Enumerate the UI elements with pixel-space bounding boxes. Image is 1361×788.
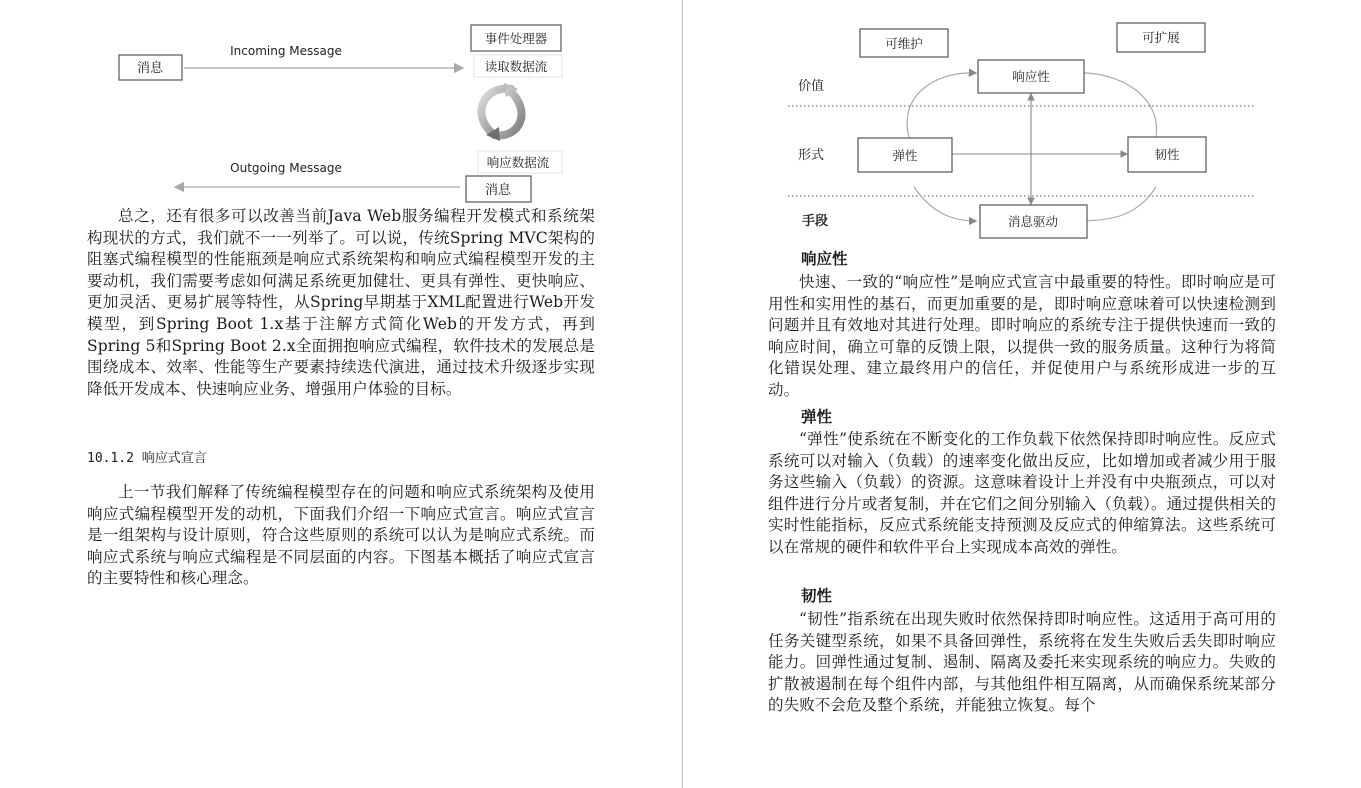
extensible-label: 可扩展 bbox=[1142, 30, 1180, 45]
event-handler-label: 事件处理器 bbox=[484, 31, 548, 46]
response-stream-label: 响应数据流 bbox=[486, 155, 550, 170]
form-row-label: 形式 bbox=[798, 148, 825, 163]
page-divider bbox=[682, 0, 683, 788]
responsive-title: 响应性 bbox=[801, 250, 848, 268]
incoming-message-label: Incoming Message bbox=[230, 44, 342, 58]
elastic-paragraph: “弹性”使系统在不断变化的工作负载下依然保持即时响应性。反应式系统可以对输入（负载）的速率变化做出反应，比如增加或者减少用于服务这些输入（负载）的资源。这意味着设计上并没有中央瓶颈点，可以对组件进行分片或者复制，并在它们之间分别输入（负载）。通过提供相关的实时性能指标，反应式系统能支持预测及反应式的伸缩算法。这些系统可以在常规的硬件和软件平台上实现成本高效的弹性。 bbox=[768, 430, 1276, 556]
intro-paragraph: 上一节我们解释了传统编程模型存在的问题和响应式系统架构及使用响应式编程模型开发的动机，下面我们介绍一下响应式宣言。响应式宣言是一组架构与设计原则，符合这些原则的系统可以认为是响应式系统。而响应式系统与响应式编程是不同层面的内容。下图基本概括了响应式宣言的主要特性和核心理念。 bbox=[87, 483, 595, 588]
message-driven-label: 消息驱动 bbox=[1007, 214, 1059, 229]
curve-resilient-to-message bbox=[1078, 187, 1156, 221]
curve-elastic-to-responsive bbox=[907, 73, 976, 141]
right-page bbox=[684, 0, 1361, 788]
section-heading: 10.1.2 响应式宣言 bbox=[87, 451, 207, 466]
reactive-manifesto-diagram bbox=[784, 15, 1274, 247]
elastic-title: 弹性 bbox=[801, 408, 833, 426]
value-row-label: 价值 bbox=[798, 79, 825, 94]
resilient-title: 韧性 bbox=[801, 587, 833, 605]
message-flow-diagram bbox=[100, 15, 580, 210]
curve-resilient-to-responsive bbox=[1076, 73, 1157, 137]
maintainable-label: 可维护 bbox=[885, 36, 923, 51]
responsive-label: 响应性 bbox=[1012, 69, 1050, 84]
resilient-label: 韧性 bbox=[1154, 147, 1180, 162]
cycle-icon bbox=[481, 83, 521, 141]
curve-elastic-to-message bbox=[914, 187, 976, 221]
summary-paragraph: 总之，还有很多可以改善当前Java Web服务编程开发模式和系统架构现状的方式，我们就不一一列举了。可以说，传统Spring MVC架构的阻塞式编程模型的性能瓶颈是响应式系统架构和响应式编程模型开发的主要动机，我们需要考虑如何满足系统更加健壮、更具有弹性、更快响应、更加灵活、更易扩展等特性，从Spring早期基于XML配置进行Web开发模型，到Spring Boot 1.x基于注解方式简化Web的开发方式，再到Spring 5和Spring Boot 2.x全面拥抱响应式编程，软件技术的发展总是围绕成本、效率、性能等生产要素持续迭代演进，通过技术升级逐步实现降低开发成本、快速响应业务、增强用户体验的目标。 bbox=[87, 207, 595, 398]
read-stream-label: 读取数据流 bbox=[484, 59, 548, 74]
message-in-label: 消息 bbox=[136, 61, 164, 76]
means-row-label: 手段 bbox=[802, 214, 829, 229]
elastic-label: 弹性 bbox=[892, 148, 918, 163]
responsive-paragraph: 快速、一致的“响应性”是响应式宣言中最重要的特性。即时响应是可用性和实用性的基石，而更加重要的是，即时响应意味着可以快速检测到问题并且有效地对其进行处理。即时响应的系统专注于提供快速而一致的响应时间，确立可靠的反馈上限，以提供一致的服务质量。这种行为将简化错误处理、建立最终用户的信任，并促使用户与系统形成进一步的互动。 bbox=[768, 273, 1276, 399]
resilient-paragraph: “韧性”指系统在出现失败时依然保持即时响应性。这适用于高可用的任务关键型系统，如果不具备回弹性，系统将在发生失败后丢失即时响应能力。回弹性通过复制、遏制、隔离及委托来实现系统的响应力。失败的扩散被遏制在每个组件内部，与其他组件相互隔离，从而确保系统某部分的失败不会危及整个系统，并能独立恢复。每个 bbox=[768, 610, 1276, 715]
outgoing-message-label: Outgoing Message bbox=[230, 161, 342, 175]
message-out-label: 消息 bbox=[484, 183, 512, 198]
